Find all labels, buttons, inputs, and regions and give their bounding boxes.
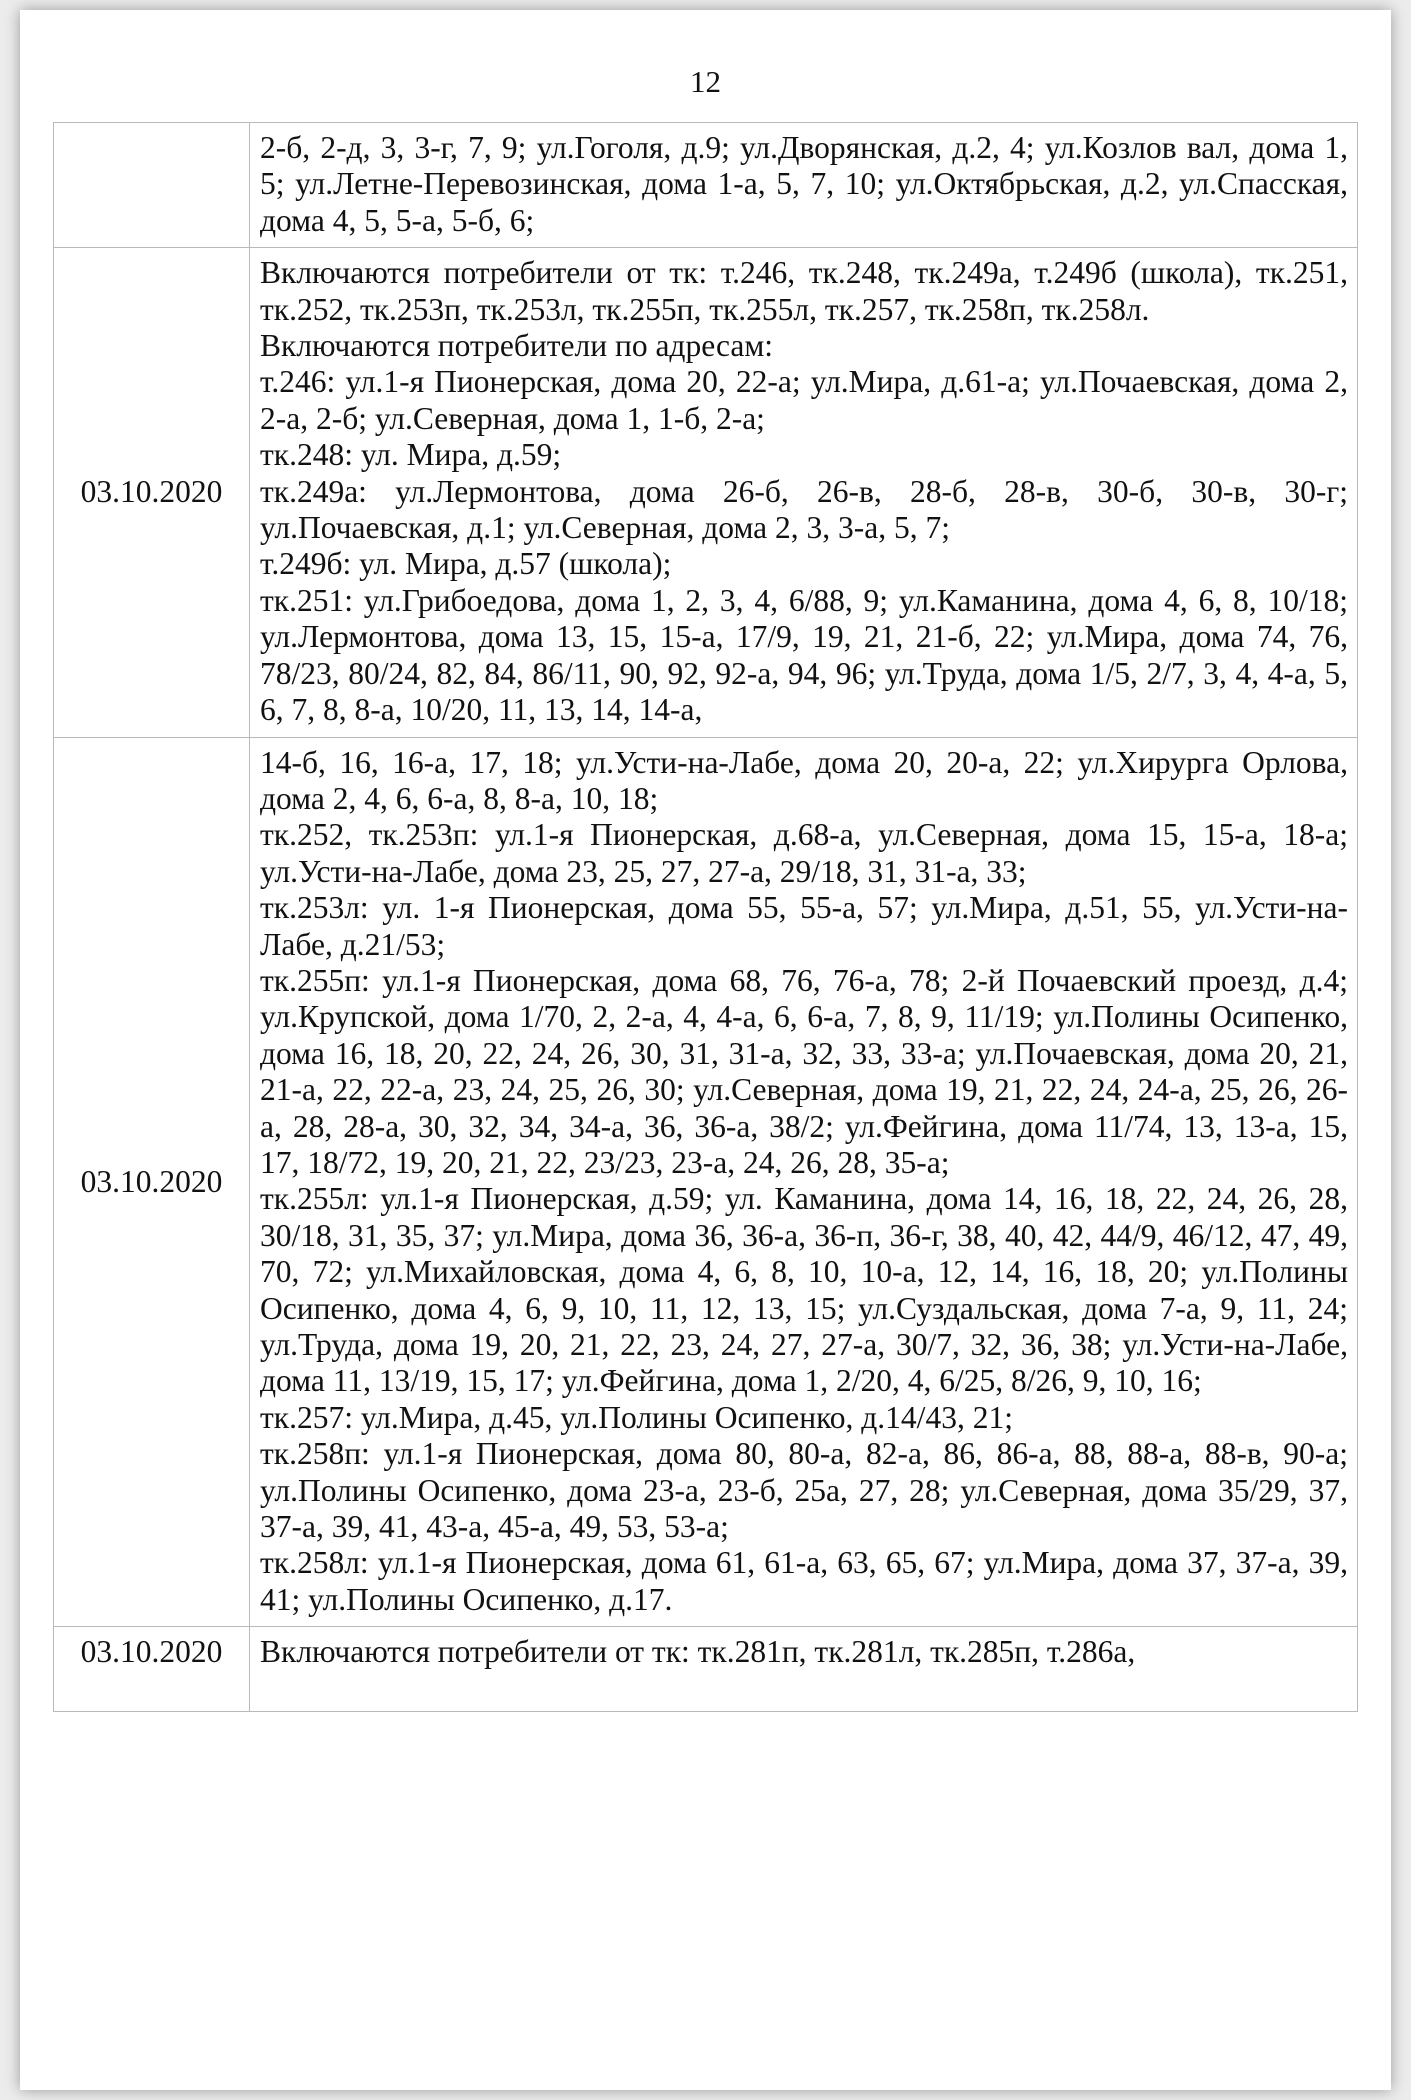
- text-paragraph: тк.251: ул.Грибоедова, дома 1, 2, 3, 4, 6/88, 9; ул.Каманина, дома 4, 6, 8, 10/18; ул.Лермонтова, дома 13, 15, 15-а, 17/9, 19, 21, 21-б, 22; ул.Мира, дома 74, 76, 78/23, 80/24, 82, 84, 86/11, 90, 92, 92-а, 94, 96; ул.Труда, дома 1/5, 2/7, 3, 4, 4-а, 5, 6, 7, 8, 8-а, 10/20, 11, 13, 14, 14-а,: [260, 582, 1348, 728]
- table-row: [54, 248, 1358, 737]
- schedule-table: [53, 122, 1358, 1712]
- text-paragraph: Включаются потребители от тк: т.246, тк.248, тк.249а, т.249б (школа), тк.251, тк.252, тк.253п, тк.253л, тк.255п, тк.255л, тк.257, тк.258п, тк.258л.: [260, 255, 1348, 327]
- table-row: [54, 737, 1358, 1627]
- text-paragraph: т.249б: ул. Мира, д.57 (школа);: [260, 546, 672, 582]
- text-paragraph: тк.249а: ул.Лермонтова, дома 26-б, 26-в, 28-б, 28-в, 30-б, 30-в, 30-г; ул.Почаевская, д.1; ул.Северная, дома 2, 3, 3-а, 5, 7;: [260, 473, 1348, 546]
- text-paragraph: тк.253л: ул. 1-я Пионерская, дома 55, 55-а, 57; ул.Мира, д.51, 55, ул.Усти-на-Лабе, д.21/53;: [260, 890, 1348, 962]
- page-number: 12: [690, 64, 721, 99]
- text-paragraph: тк.258л: ул.1-я Пионерская, дома 61, 61-а, 63, 65, 67; ул.Мира, дома 37, 37-а, 39, 41; ул.Полины Осипенко, д.17.: [260, 1545, 1348, 1617]
- text-paragraph: тк.255л: ул.1-я Пионерская, д.59; ул. Каманина, дома 14, 16, 18, 22, 24, 26, 28, 30/18, 31, 35, 37; ул.Мира, дома 36, 36-а, 36-п, 36-г, 38, 40, 42, 44/9, 46/12, 47, 49, 70, 72; ул.Михайловская, дома 4, 6, 8, 10, 10-а, 12, 14, 16, 18, 20; ул.Полины Осипенко, дома 4, 6, 9, 10, 11, 12, 13, 15; ул.Суздальская, дома 7-а, 9, 11, 24; ул.Труда, дома 19, 20, 21, 22, 23, 24, 27, 27-а, 30/7, 32, 36, 38; ул.Усти-на-Лабе, дома 11, 13/19, 15, 17; ул.Фейгина, дома 1, 2/20, 4, 6/25, 8/26, 9, 10, 16;: [260, 1181, 1348, 1399]
- text-paragraph: тк.248: ул. Мира, д.59;: [260, 437, 562, 473]
- text-cell: [250, 1627, 1358, 1711]
- date-cell: 03.10.2020: [54, 737, 250, 1627]
- text-paragraph: Включаются потребители по адресам:: [260, 328, 773, 364]
- date-cell: 03.10.2020: [54, 248, 250, 737]
- document-page: [20, 10, 1391, 2090]
- table-row: [54, 123, 1358, 248]
- text-paragraph: тк.258п: ул.1-я Пионерская, дома 80, 80-а, 82-а, 86, 86-а, 88, 88-а, 88-в, 90-а; ул.Полины Осипенко, дома 23-а, 23-б, 25а, 27, 28; ул.Северная, дома 35/29, 37, 37-а, 39, 41, 43-а, 45-а, 49, 53, 53-а;: [260, 1436, 1348, 1545]
- text-cell: [250, 737, 1358, 1627]
- table-row: [54, 1627, 1358, 1711]
- text-paragraph: Включаются потребители от тк: тк.281п, тк.281л, тк.285п, т.286а,: [260, 1634, 1136, 1670]
- date-cell: 03.10.2020: [54, 1627, 250, 1711]
- date-cell: [54, 123, 250, 248]
- text-cell: [250, 123, 1358, 248]
- text-paragraph: тк.255п: ул.1-я Пионерская, дома 68, 76, 76-а, 78; 2-й Почаевский проезд, д.4; ул.Крупской, дома 1/70, 2, 2-а, 4, 4-а, 6, 6-а, 7, 8, 9, 11/19; ул.Полины Осипенко, дома 16, 18, 20, 22, 24, 26, 30, 31, 31-а, 32, 33, 33-а; ул.Почаевская, дома 20, 21, 21-а, 22, 22-а, 23, 24, 25, 26, 30; ул.Северная, дома 19, 21, 22, 24, 24-а, 25, 26, 26-а, 28, 28-а, 30, 32, 34, 34-а, 36, 36-а, 38/2; ул.Фейгина, дома 11/74, 13, 13-а, 15, 17, 18/72, 19, 20, 21, 22, 23/23, 23-а, 24, 26, 28, 35-а;: [260, 962, 1348, 1180]
- text-paragraph: т.246: ул.1-я Пионерская, дома 20, 22-а; ул.Мира, д.61-а; ул.Почаевская, дома 2, 2-а, 2-б; ул.Северная, дома 1, 1-б, 2-а;: [260, 364, 1348, 436]
- text-cell: [250, 248, 1358, 737]
- text-paragraph: тк.257: ул.Мира, д.45, ул.Полины Осипенко, д.14/43, 21;: [260, 1399, 1013, 1435]
- text-paragraph: 2-б, 2-д, 3, 3-г, 7, 9; ул.Гоголя, д.9; ул.Дворянская, д.2, 4; ул.Козлов вал, дома 1, 5; ул.Летне-Перевозинская, дома 1-а, 5, 7, 10; ул.Октябрьская, д.2, ул.Спасская, дома 4, 5, 5-а, 5-б, 6;: [260, 130, 1348, 238]
- text-paragraph: 14-б, 16, 16-а, 17, 18; ул.Усти-на-Лабе, дома 20, 20-а, 22; ул.Хирурга Орлова, дома 2, 4, 6, 6-а, 8, 8-а, 10, 18;: [260, 744, 1348, 816]
- text-paragraph: тк.252, тк.253п: ул.1-я Пионерская, д.68-а, ул.Северная, дома 15, 15-а, 18-а; ул.Усти-на-Лабе, дома 23, 25, 27, 27-а, 29/18, 31, 31-а, 33;: [260, 817, 1348, 889]
